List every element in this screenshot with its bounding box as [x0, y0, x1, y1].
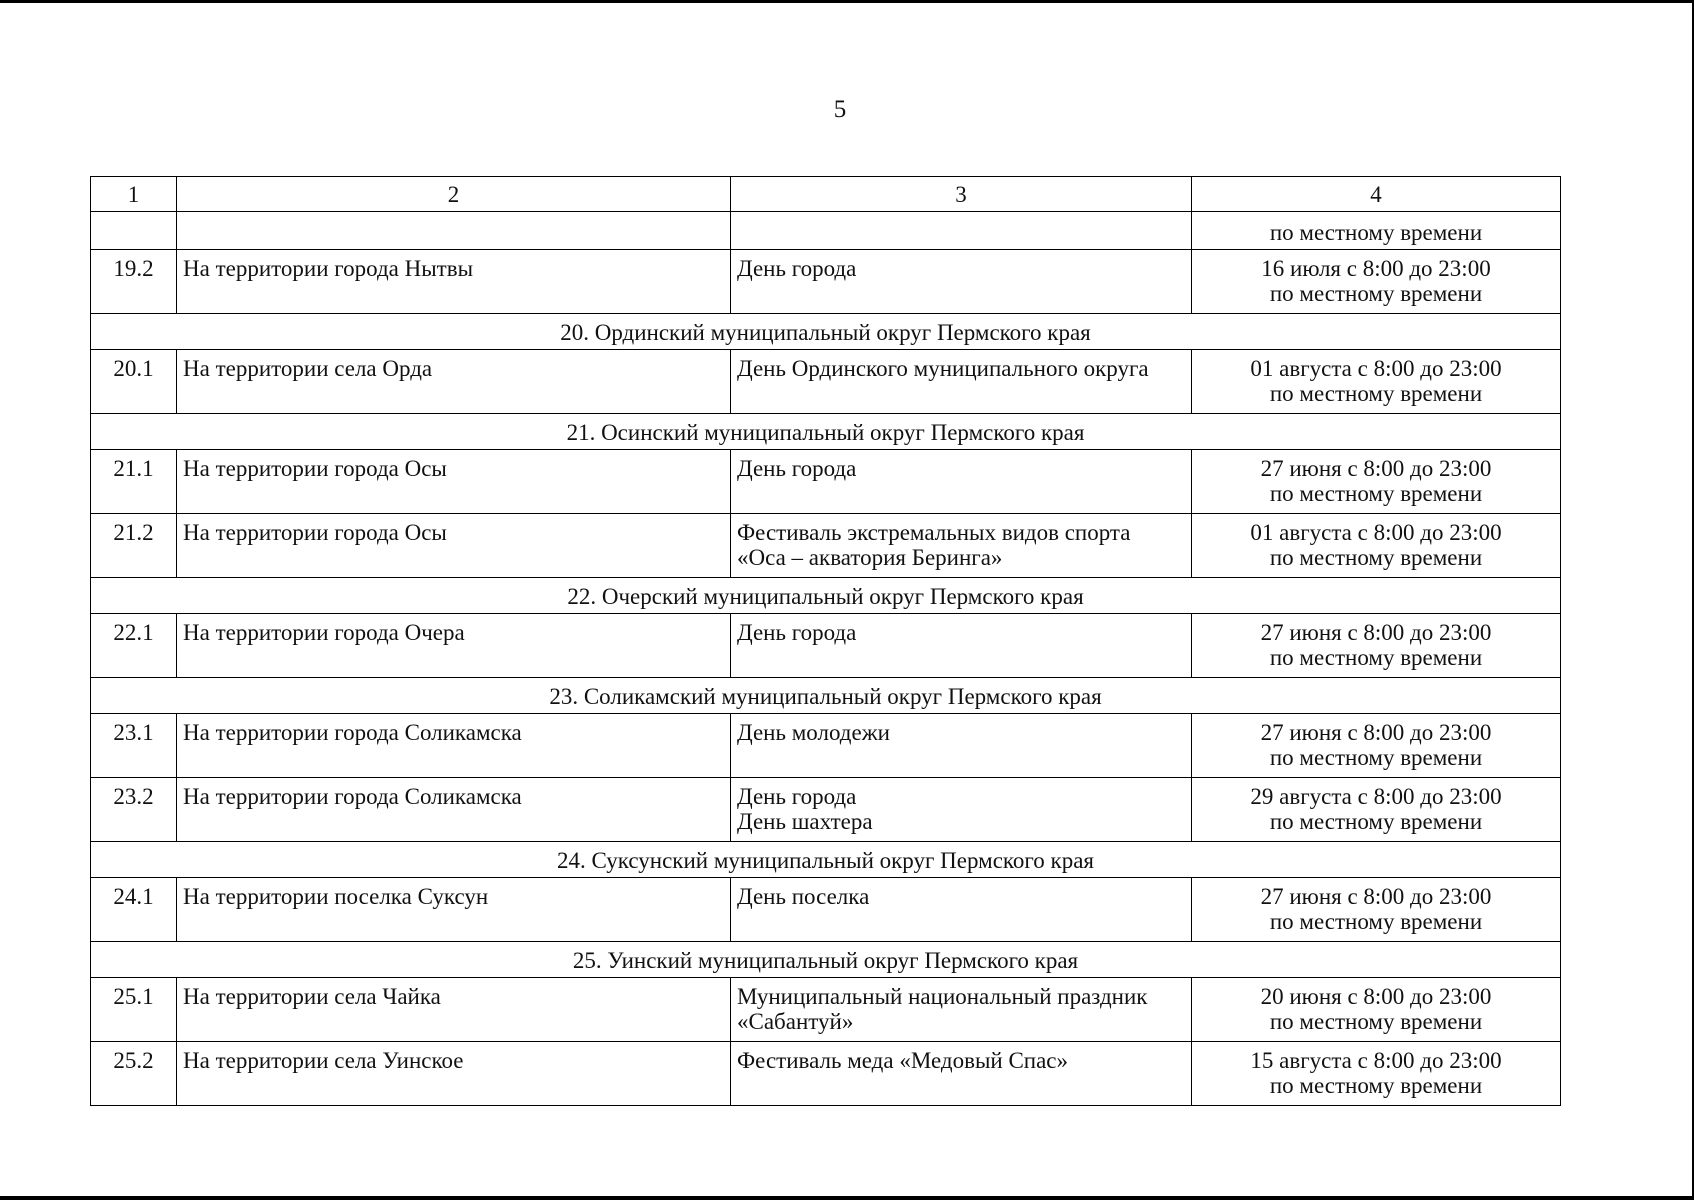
section-title: 23. Соликамский муниципальный округ Пермского края	[91, 678, 1561, 714]
event-name-line: День города	[737, 620, 857, 645]
time-line: по местному времени	[1269, 1073, 1483, 1098]
place-cell	[177, 212, 731, 250]
column-header: 1	[91, 177, 177, 212]
time-line: 27 июня с 8:00 до 23:00	[1260, 884, 1492, 909]
section-header-row	[91, 578, 1561, 614]
time-line: 01 августа с 8:00 до 23:00	[1250, 356, 1502, 381]
item-number-cell: 23.1	[91, 714, 177, 778]
time-line: 15 августа с 8:00 до 23:00	[1250, 1048, 1502, 1073]
time-cell	[1192, 778, 1561, 842]
section-title: 24. Суксунский муниципальный округ Пермского края	[91, 842, 1561, 878]
section-title: 20. Ординский муниципальный округ Пермского края	[91, 314, 1561, 350]
time-line: по местному времени	[1269, 1009, 1483, 1034]
table-row	[91, 1042, 1561, 1106]
event-cell	[731, 250, 1192, 314]
time-line: 27 июня с 8:00 до 23:00	[1260, 620, 1492, 645]
table-row	[91, 778, 1561, 842]
table-row	[91, 350, 1561, 414]
time-line: 20 июня с 8:00 до 23:00	[1260, 984, 1492, 1009]
event-name-line: День города	[737, 784, 857, 809]
section-title: 21. Осинский муниципальный округ Пермского края	[91, 414, 1561, 450]
event-cell	[731, 212, 1192, 250]
item-number-cell: 20.1	[91, 350, 177, 414]
page-bottom-border	[0, 1196, 1694, 1200]
section-title: 25. Уинский муниципальный округ Пермского края	[91, 942, 1561, 978]
item-number-cell: 25.2	[91, 1042, 177, 1106]
event-cell	[731, 614, 1192, 678]
event-name-line: Муниципальный национальный праздник	[737, 984, 1148, 1009]
event-name-line: Фестиваль экстремальных видов спорта	[737, 520, 1131, 545]
item-number-cell: 21.1	[91, 450, 177, 514]
section-header-row	[91, 314, 1561, 350]
section-header-row	[91, 942, 1561, 978]
time-line: по местному времени	[1269, 745, 1483, 770]
time-line: по местному времени	[1269, 809, 1483, 834]
time-cell	[1192, 614, 1561, 678]
place-cell: На территории села Чайка	[177, 978, 731, 1042]
place-cell: На территории города Соликамска	[177, 714, 731, 778]
table-row	[91, 978, 1561, 1042]
place-cell: На территории города Нытвы	[177, 250, 731, 314]
place-cell: На территории города Соликамска	[177, 778, 731, 842]
place-cell: На территории города Очера	[177, 614, 731, 678]
time-cell	[1192, 350, 1561, 414]
time-line: по местному времени	[1269, 545, 1483, 570]
column-header: 3	[731, 177, 1192, 212]
table-row	[91, 614, 1561, 678]
time-cell	[1192, 1042, 1561, 1106]
continuation-row	[91, 212, 1561, 250]
time-cell	[1192, 450, 1561, 514]
event-name-line: День Ординского муниципального округа	[737, 356, 1149, 381]
time-cell	[1192, 714, 1561, 778]
event-cell	[731, 714, 1192, 778]
section-title: 22. Очерский муниципальный округ Пермского края	[91, 578, 1561, 614]
event-name-line: День города	[737, 456, 857, 481]
column-header: 4	[1192, 177, 1561, 212]
item-number-cell: 19.2	[91, 250, 177, 314]
time-line: 27 июня с 8:00 до 23:00	[1260, 720, 1492, 745]
item-number-cell: 24.1	[91, 878, 177, 942]
table-row	[91, 514, 1561, 578]
event-name-line: Фестиваль меда «Медовый Спас»	[737, 1048, 1069, 1073]
time-cell: по местному времени	[1192, 212, 1561, 250]
time-line: по местному времени	[1269, 909, 1483, 934]
event-cell	[731, 878, 1192, 942]
section-header-row	[91, 678, 1561, 714]
event-name-line: День города	[737, 256, 857, 281]
column-header: 2	[177, 177, 731, 212]
page-number: 5	[833, 96, 847, 123]
table-header-row	[91, 177, 1561, 212]
event-cell	[731, 778, 1192, 842]
time-line: по местному времени	[1269, 645, 1483, 670]
page-top-border	[0, 0, 1694, 3]
time-line: 29 августа с 8:00 до 23:00	[1250, 784, 1502, 809]
section-header-row	[91, 842, 1561, 878]
event-cell	[731, 450, 1192, 514]
place-cell: На территории города Осы	[177, 450, 731, 514]
events-table-body	[91, 177, 1561, 1106]
place-cell: На территории города Осы	[177, 514, 731, 578]
time-line: по местному времени	[1269, 481, 1483, 506]
time-cell	[1192, 878, 1561, 942]
place-cell: На территории села Орда	[177, 350, 731, 414]
item-number-cell: 22.1	[91, 614, 177, 678]
time-line: 16 июля с 8:00 до 23:00	[1261, 256, 1491, 281]
event-cell	[731, 978, 1192, 1042]
events-table	[90, 176, 1561, 1106]
item-number-cell: 21.2	[91, 514, 177, 578]
event-cell	[731, 1042, 1192, 1106]
place-cell: На территории поселка Суксун	[177, 878, 731, 942]
event-name-line: День поселка	[737, 884, 870, 909]
time-cell	[1192, 978, 1561, 1042]
item-number-cell: 23.2	[91, 778, 177, 842]
event-name-line: День молодежи	[737, 720, 890, 745]
time-line: по местному времени	[1269, 381, 1483, 406]
event-cell	[731, 350, 1192, 414]
table-row	[91, 878, 1561, 942]
table-row	[91, 714, 1561, 778]
table-row	[91, 450, 1561, 514]
event-name-line: «Оса – акватория Беринга»	[737, 545, 1003, 570]
section-header-row	[91, 414, 1561, 450]
item-number-cell	[91, 212, 177, 250]
table-row	[91, 250, 1561, 314]
time-line: 27 июня с 8:00 до 23:00	[1260, 456, 1492, 481]
place-cell: На территории села Уинское	[177, 1042, 731, 1106]
event-cell	[731, 514, 1192, 578]
time-cell	[1192, 514, 1561, 578]
event-name-line: «Сабантуй»	[737, 1009, 854, 1034]
item-number-cell: 25.1	[91, 978, 177, 1042]
time-line: 01 августа с 8:00 до 23:00	[1250, 520, 1502, 545]
time-cell	[1192, 250, 1561, 314]
event-name-line: День шахтера	[737, 809, 873, 834]
time-line: по местному времени	[1269, 281, 1483, 306]
